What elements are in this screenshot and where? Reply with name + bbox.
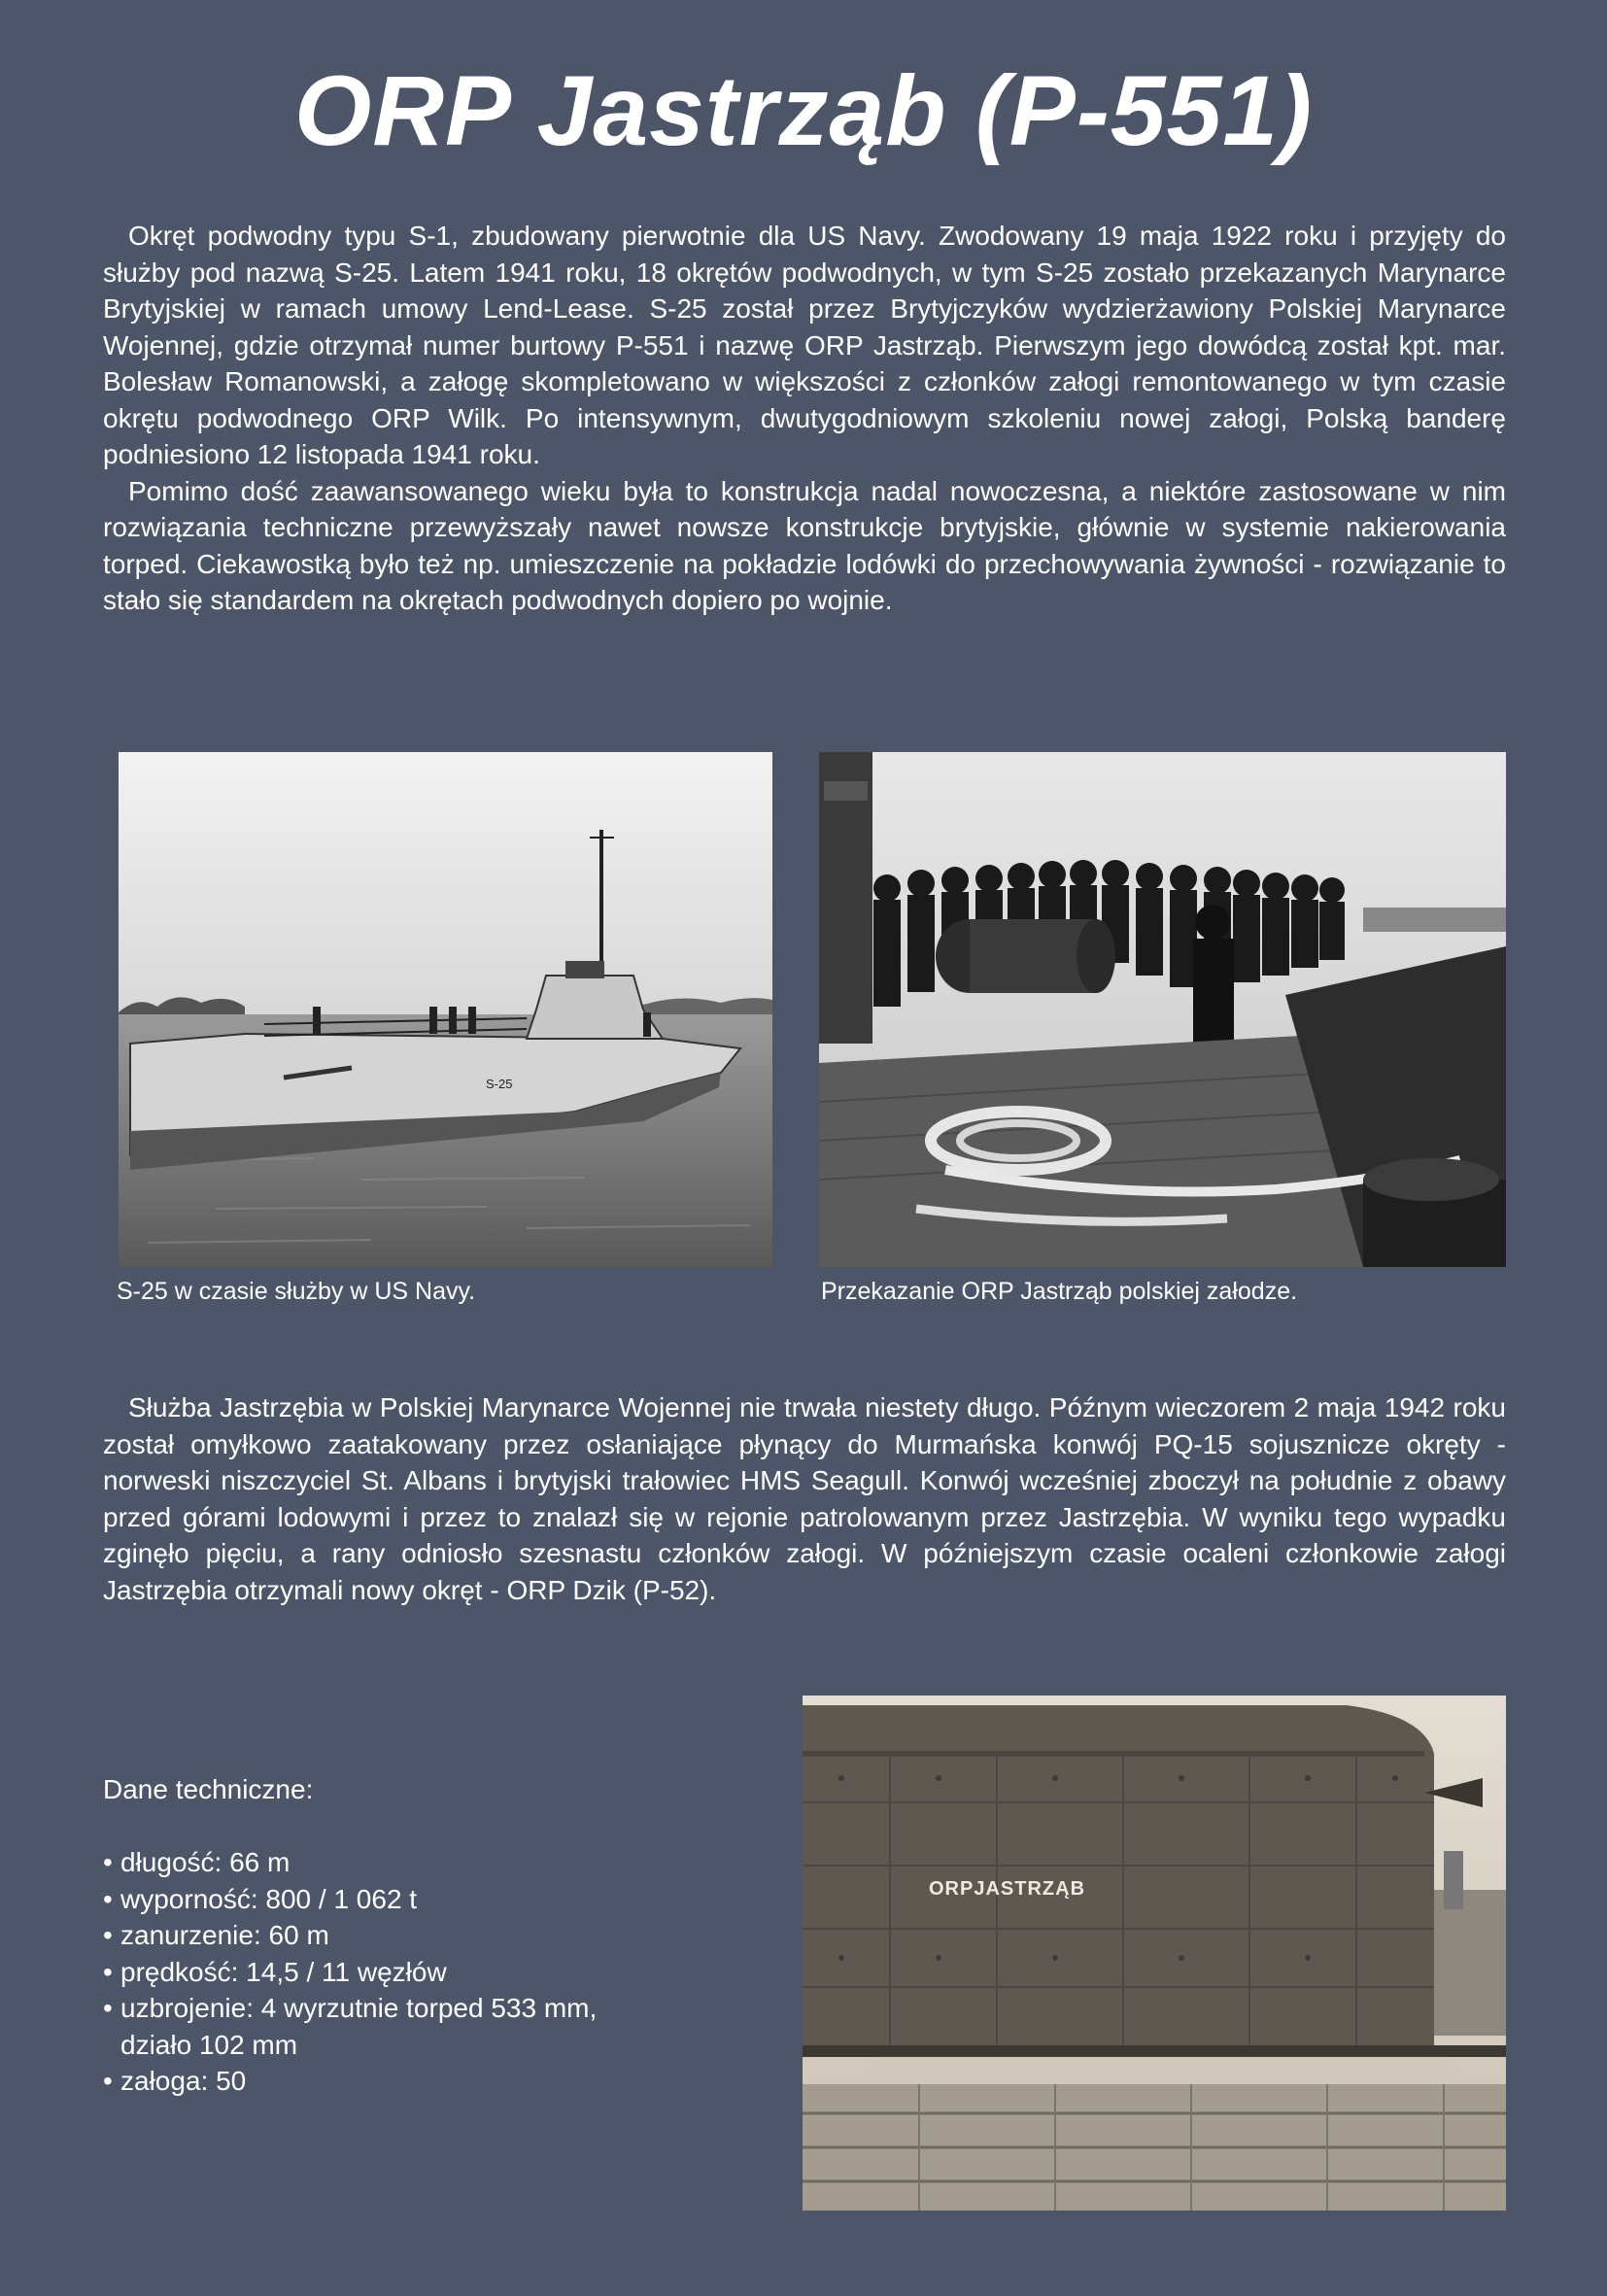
spec-armament-continuation: działo 102 mm xyxy=(120,2029,298,2060)
technical-data xyxy=(103,1771,597,2100)
photo1-caption: S-25 w czasie służby w US Navy. xyxy=(117,1278,476,1305)
spec-displacement: • wyporność: 800 / 1 062 t xyxy=(103,1881,597,1918)
intro-paragraph-2: Pomimo dość zaawansowanego wieku była to konstrukcja nadal nowoczesna, a niektóre zastosowane w nim rozwiązania techniczne przewyższały nawet nowsze konstrukcje brytyjskie, głównie w systemie nakierowania torped. Ciekawostką było też np. umieszczenie na pokładzie lodówki do przechowywania żywności - rozwiązanie to stało się standardem na okrętach podwodnych dopiero po wojnie. xyxy=(103,475,1506,615)
page-title: ORP Jastrząb (P-551) xyxy=(294,55,1313,166)
service-paragraph: Służba Jastrzębia w Polskiej Marynarce Wojennej nie trwała niestety długo. Późnym wieczorem 2 maja 1942 roku został omyłkowo zaatakowany przez osłaniające płynący do Murmańska konwój PQ-15 sojusznicze okręty - norweski niszczyciel St. Albans i brytyjski trałowiec HMS Seagull. Konwój wcześniej zboczył na południe z obawy przed górami lodowymi i przez to znalazł się w rejonie patrolowanym przez Jastrzębia. W wyniku tego wypadku zginęło pięciu, a rany odniosło szesnastu członków załogi. W późniejszym czasie ocaleni członkowie załogi Jastrzębia otrzymali nowy okręt - ORP Dzik (P-52). xyxy=(103,1392,1506,1605)
specs-heading: Dane techniczne: xyxy=(103,1774,314,1804)
intro-text xyxy=(103,218,1506,619)
spec-depth: • zanurzenie: 60 m xyxy=(103,1917,597,1954)
spec-length: • długość: 66 m xyxy=(103,1844,597,1881)
spec-armament: • uzbrojenie: 4 wyrzutnie torped 533 mm, działo 102 mm xyxy=(103,1990,597,2063)
photo-s25-us-navy xyxy=(119,752,772,1267)
service-text xyxy=(103,1389,1506,1608)
specs-list xyxy=(103,1844,597,2100)
intro-paragraph-1: Okręt podwodny typu S-1, zbudowany pierwotnie dla US Navy. Zwodowany 19 maja 1922 roku i przyjęty do służby pod nazwą S-25. Latem 1941 roku, 18 okrętów podwodnych, w tym S-25 zostało przekazanych Marynarce Brytyjskiej w ramach umowy Lend-Lease. S-25 został przez Brytyjczyków wydzierżawiony Polskiej Marynarce Wojennej, gdzie otrzymał numer burtowy P-551 i nazwę ORP Jastrząb. Pierwszym jego dowódcą został kpt. mar. Bolesław Romanowski, a załogę skompletowano w większości z członków załogi remontowanego w tym czasie okrętu podwodnego ORP Wilk. Po intensywnym, dwutygodniowym szkoleniu nowej załogi, Polską banderę podniesiono 12 listopada 1941 roku. xyxy=(103,221,1506,469)
photo2-caption: Przekazanie ORP Jastrząb polskiej załodze. xyxy=(821,1278,1298,1305)
spec-crew: • załoga: 50 xyxy=(103,2063,597,2100)
photo3-ship-name: ORPJASTRZĄB xyxy=(929,1878,1086,1900)
photo1-hull-number: S-25 xyxy=(486,1077,513,1091)
photo-conning-tower xyxy=(803,1696,1506,2210)
spec-speed: • prędkość: 14,5 / 11 węzłów xyxy=(103,1954,597,1991)
photo-handover-ceremony xyxy=(819,752,1506,1267)
